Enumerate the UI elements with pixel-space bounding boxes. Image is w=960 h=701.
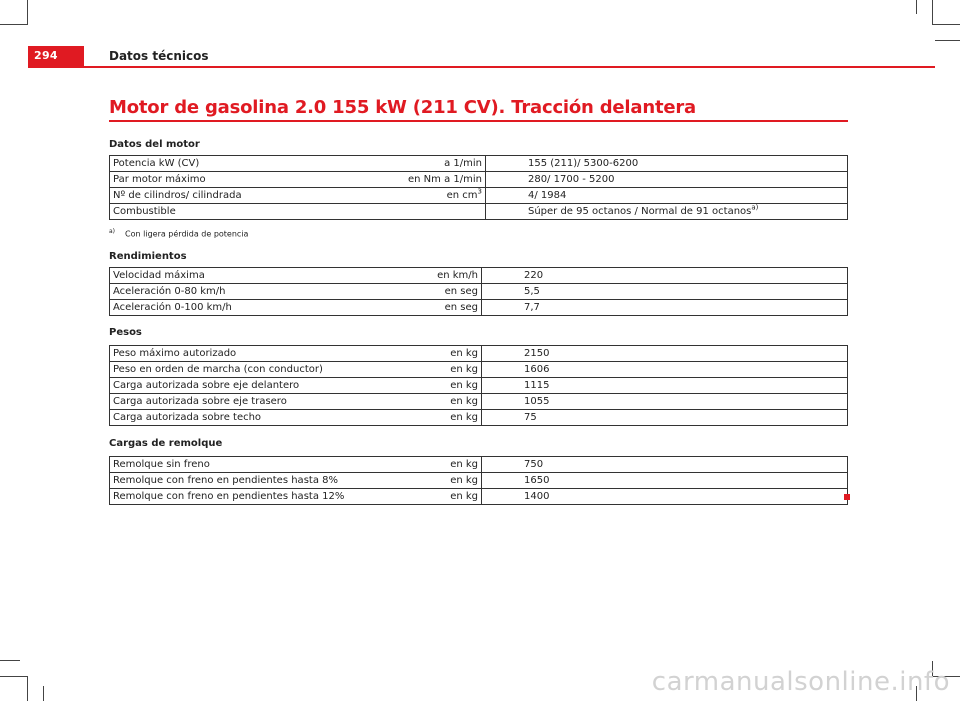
row-value: 1650 bbox=[482, 473, 848, 489]
table-row bbox=[110, 346, 848, 362]
row-label: Potencia kW (CV) bbox=[110, 156, 406, 172]
section-heading-rendimientos: Rendimientos bbox=[109, 251, 187, 262]
row-unit: en kg bbox=[405, 410, 482, 426]
table-row bbox=[110, 172, 848, 188]
row-unit: en kg bbox=[405, 473, 482, 489]
row-unit: en kg bbox=[405, 489, 482, 505]
row-label: Combustible bbox=[110, 204, 406, 220]
row-value: 220 bbox=[482, 268, 848, 284]
row-value: 2150 bbox=[482, 346, 848, 362]
row-unit bbox=[405, 204, 485, 220]
section-end-square-icon bbox=[844, 494, 850, 500]
row-value: 1055 bbox=[482, 394, 848, 410]
row-label: Carga autorizada sobre techo bbox=[110, 410, 406, 426]
row-label: Peso máximo autorizado bbox=[110, 346, 406, 362]
page-number: 294 bbox=[28, 46, 84, 66]
row-label: Remolque sin freno bbox=[110, 457, 406, 473]
row-label: Remolque con freno en pendientes hasta 8% bbox=[110, 473, 406, 489]
row-value: 1400 bbox=[482, 489, 848, 505]
row-value: 4/ 1984 bbox=[485, 188, 847, 204]
crop-mark bbox=[0, 676, 28, 677]
section-heading-remolque: Cargas de remolque bbox=[109, 438, 223, 449]
table-row bbox=[110, 457, 848, 473]
crop-mark bbox=[932, 0, 933, 24]
table-row bbox=[110, 473, 848, 489]
table-row bbox=[110, 300, 848, 316]
row-unit: a 1/min bbox=[405, 156, 485, 172]
table-row bbox=[110, 188, 848, 204]
remolque-table bbox=[109, 456, 848, 505]
row-value: 280/ 1700 - 5200 bbox=[485, 172, 847, 188]
pesos-table bbox=[109, 345, 848, 426]
row-label: Remolque con freno en pendientes hasta 12% bbox=[110, 489, 406, 505]
crop-mark bbox=[43, 686, 44, 701]
table-row bbox=[110, 410, 848, 426]
row-unit: en seg bbox=[405, 300, 482, 316]
table-row bbox=[110, 284, 848, 300]
unit-text: en cm bbox=[446, 190, 478, 201]
header-rule bbox=[28, 66, 935, 68]
crop-mark bbox=[27, 677, 28, 701]
section-heading-pesos: Pesos bbox=[109, 327, 142, 338]
footnote-mark: a) bbox=[109, 228, 116, 235]
row-label: Aceleración 0-100 km/h bbox=[110, 300, 406, 316]
crop-mark bbox=[916, 0, 917, 14]
row-unit: en kg bbox=[405, 378, 482, 394]
table-row bbox=[110, 378, 848, 394]
row-label: Peso en orden de marcha (con conductor) bbox=[110, 362, 406, 378]
row-value: 5,5 bbox=[482, 284, 848, 300]
row-unit: en km/h bbox=[405, 268, 482, 284]
row-unit: en kg bbox=[405, 346, 482, 362]
title-rule bbox=[109, 120, 848, 122]
row-unit: en kg bbox=[405, 362, 482, 378]
header-title: Datos técnicos bbox=[109, 49, 209, 63]
row-value bbox=[485, 204, 847, 220]
motor-table bbox=[109, 155, 848, 220]
row-unit: en kg bbox=[405, 394, 482, 410]
table-row bbox=[110, 394, 848, 410]
table-row bbox=[110, 268, 848, 284]
row-unit bbox=[405, 188, 485, 204]
table-row bbox=[110, 489, 848, 505]
row-label: Nº de cilindros/ cilindrada bbox=[110, 188, 406, 204]
table-row bbox=[110, 204, 848, 220]
footnote-text: Con ligera pérdida de potencia bbox=[125, 229, 249, 239]
crop-mark bbox=[27, 0, 28, 24]
footnote bbox=[109, 228, 248, 239]
crop-mark bbox=[935, 40, 960, 41]
row-label: Carga autorizada sobre eje delantero bbox=[110, 378, 406, 394]
row-value: 7,7 bbox=[482, 300, 848, 316]
row-value: 750 bbox=[482, 457, 848, 473]
table-row bbox=[110, 156, 848, 172]
row-value: 155 (211)/ 5300-6200 bbox=[485, 156, 847, 172]
crop-mark bbox=[932, 24, 960, 25]
crop-mark bbox=[0, 24, 28, 25]
row-label: Carga autorizada sobre eje trasero bbox=[110, 394, 406, 410]
row-label: Velocidad máxima bbox=[110, 268, 406, 284]
row-unit: en kg bbox=[405, 457, 482, 473]
crop-mark bbox=[0, 660, 20, 661]
row-unit: en Nm a 1/min bbox=[405, 172, 485, 188]
row-value: 1115 bbox=[482, 378, 848, 394]
row-label: Aceleración 0-80 km/h bbox=[110, 284, 406, 300]
value-text: Súper de 95 octanos / Normal de 91 octanos bbox=[527, 206, 752, 217]
row-value: 1606 bbox=[482, 362, 848, 378]
page-title: Motor de gasolina 2.0 155 kW (211 CV). Tracción delantera bbox=[109, 97, 696, 118]
footnote-ref: a) bbox=[751, 203, 759, 212]
row-value: 75 bbox=[482, 410, 848, 426]
rendimientos-table bbox=[109, 267, 848, 316]
table-row bbox=[110, 362, 848, 378]
watermark: carmanualsonline.info bbox=[651, 667, 950, 697]
unit-superscript: 3 bbox=[477, 187, 482, 196]
row-unit: en seg bbox=[405, 284, 482, 300]
row-label: Par motor máximo bbox=[110, 172, 406, 188]
section-heading-motor: Datos del motor bbox=[109, 139, 200, 150]
